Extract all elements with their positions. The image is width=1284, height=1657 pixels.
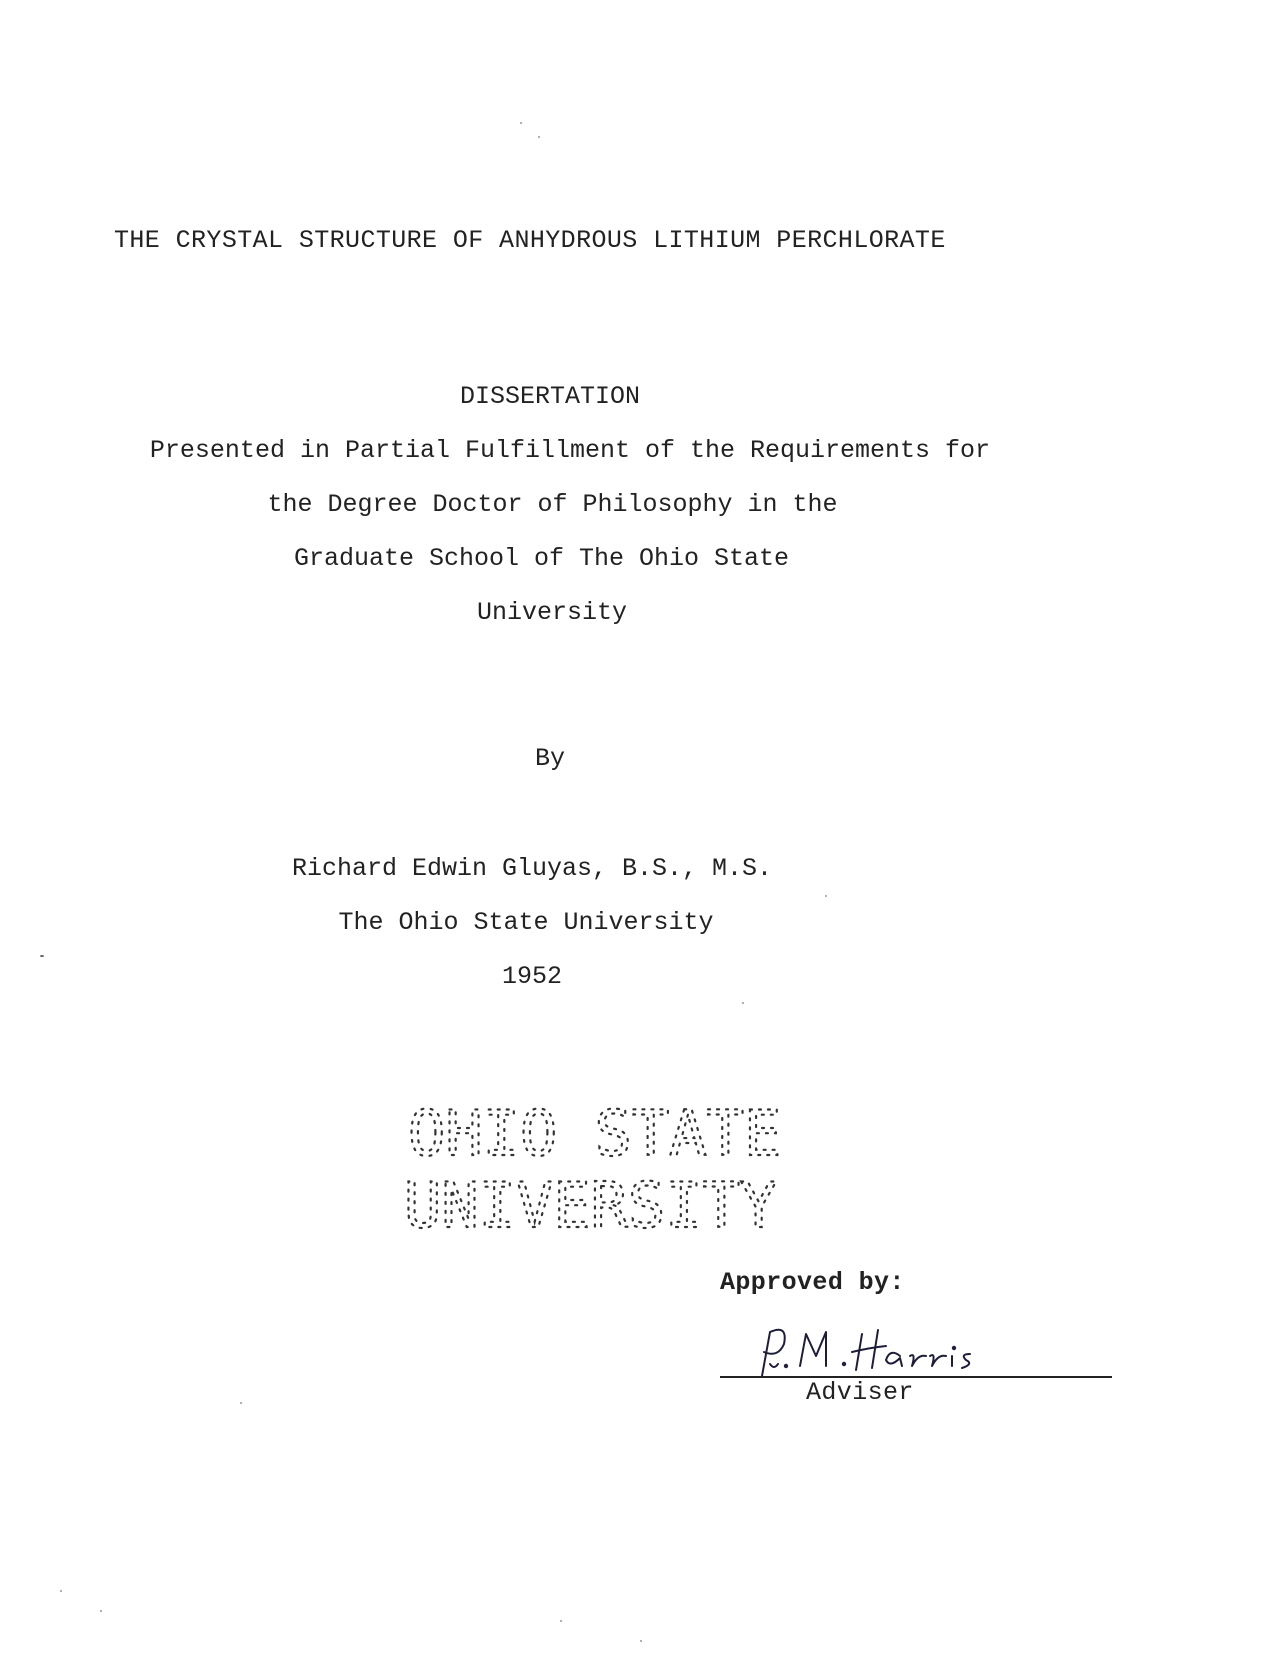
author-name: Richard Edwin Gluyas, B.S., M.S.	[291, 854, 773, 883]
scan-speck	[742, 1002, 744, 1004]
scan-speck	[40, 955, 44, 957]
signature-line	[720, 1376, 1112, 1378]
document-title: THE CRYSTAL STRUCTURE OF ANHYDROUS LITHIUM PERCHLORATE	[114, 226, 946, 255]
stamp-line-1: OHIO STATE	[408, 1097, 782, 1170]
scan-speck	[825, 895, 827, 897]
adviser-label: Adviser	[806, 1378, 914, 1407]
dissertation-line-2: the Degree Doctor of Philosophy in the	[267, 490, 838, 519]
dissertation-line-1: Presented in Partial Fulfillment of the Requirements for	[149, 436, 991, 465]
dissertation-heading: DISSERTATION	[459, 382, 641, 411]
author-institution: The Ohio State University	[338, 908, 714, 937]
approved-by-label: Approved by:	[720, 1268, 905, 1297]
scan-speck	[640, 1640, 642, 1642]
scan-speck	[60, 1590, 62, 1592]
scan-speck	[240, 1402, 242, 1404]
by-label: By	[534, 744, 565, 773]
dissertation-line-3: Graduate School of The Ohio State	[293, 544, 790, 573]
author-year: 1952	[501, 962, 562, 991]
scan-speck	[538, 136, 540, 138]
scan-speck	[560, 1620, 562, 1622]
stamp-line-2: UNIVERSITY	[404, 1169, 778, 1242]
dissertation-line-4: University	[476, 598, 628, 627]
scan-speck	[100, 1610, 102, 1612]
perforated-university-stamp	[400, 1095, 782, 1245]
scan-speck	[520, 122, 522, 124]
